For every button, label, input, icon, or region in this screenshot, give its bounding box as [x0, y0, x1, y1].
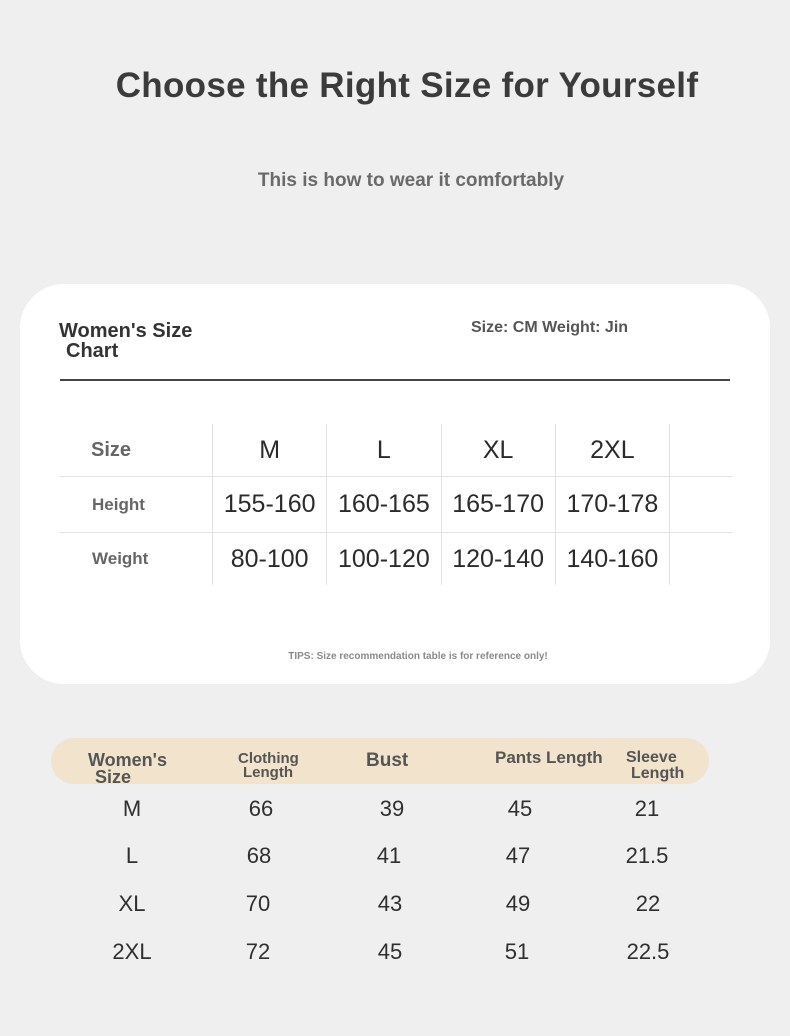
cell-clothing: 70	[245, 891, 271, 916]
cell-size: M	[122, 796, 142, 821]
size-chart-title-line1: Women's Size	[59, 320, 193, 342]
page-subtitle: This is how to wear it comfortably	[257, 170, 565, 191]
cell-clothing: 68	[246, 843, 272, 868]
tips-note: TIPS: Size recommendation table is for reference only!	[288, 651, 548, 662]
cell-bust: 41	[376, 843, 402, 868]
cell-size: L	[125, 843, 139, 868]
table-cell: 140-160	[555, 533, 669, 586]
table-row	[0, 843, 790, 873]
table-cell: 100-120	[327, 533, 441, 586]
col-header-2xl: 2XL	[555, 424, 669, 477]
col-header-size: Size	[91, 438, 132, 461]
table-pad	[670, 533, 733, 586]
header-sleeve-line2: Length	[631, 765, 685, 782]
divider	[60, 379, 730, 381]
table-row	[60, 477, 732, 533]
table-cell: 165-170	[441, 477, 555, 533]
header-clothing-line2: Length	[243, 764, 293, 781]
cell-bust: 43	[377, 891, 403, 916]
table-row	[60, 533, 732, 586]
page-title: Choose the Right Size for Yourself	[115, 66, 699, 105]
cell-sleeve: 21	[634, 796, 660, 821]
cell-size: 2XL	[112, 939, 152, 964]
size-chart-title	[59, 321, 192, 361]
header-sleeve-line1: Sleeve	[626, 749, 677, 766]
table-row	[60, 424, 732, 477]
header-clothing-line1: Clothing	[238, 750, 299, 767]
cell-bust: 45	[377, 939, 403, 964]
table-cell: 120-140	[441, 533, 555, 586]
cell-size: XL	[118, 891, 146, 916]
table-row	[0, 891, 790, 921]
cell-sleeve: 22.5	[626, 939, 670, 964]
table-cell: 80-100	[213, 533, 327, 586]
size-chart-card	[20, 284, 770, 684]
units-note: Size: CM Weight: Jin	[471, 319, 629, 336]
col-header-m: M	[213, 424, 327, 477]
table-pad	[670, 424, 733, 477]
header-bust: Bust	[366, 750, 409, 771]
cell-pants: 51	[504, 939, 530, 964]
header-clothing-length	[238, 752, 299, 780]
row-label-weight: Weight	[60, 533, 213, 586]
size-chart-table	[60, 424, 732, 585]
header-sleeve-length	[626, 750, 684, 782]
cell-sleeve: 22	[635, 891, 661, 916]
table-pad	[670, 477, 733, 533]
table-cell: 160-165	[327, 477, 441, 533]
cell-clothing: 66	[248, 796, 274, 821]
header-pants-length: Pants Length	[495, 748, 603, 767]
table-row	[0, 796, 790, 826]
cell-pants: 45	[507, 796, 533, 821]
cell-bust: 39	[379, 796, 405, 821]
cell-clothing: 72	[245, 939, 271, 964]
header-size-line2: Size	[95, 767, 132, 787]
cell-pants: 49	[505, 891, 531, 916]
table-cell: 155-160	[213, 477, 327, 533]
size-chart-title-line2: Chart	[66, 340, 119, 362]
col-header-l: L	[327, 424, 441, 477]
header-size	[88, 752, 167, 786]
row-label-height: Height	[60, 477, 213, 533]
header-size-line1: Women's	[88, 750, 167, 770]
col-header-xl: XL	[441, 424, 555, 477]
cell-pants: 47	[505, 843, 531, 868]
table-row	[0, 939, 790, 969]
cell-sleeve: 21.5	[625, 843, 669, 868]
table-cell: 170-178	[555, 477, 669, 533]
